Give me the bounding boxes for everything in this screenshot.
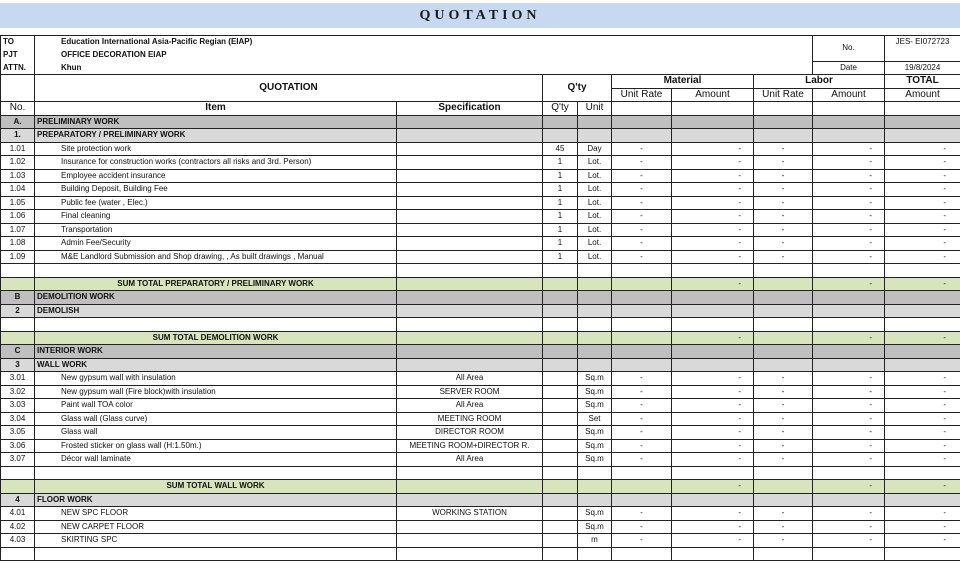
sum-total-label: SUM TOTAL PREPARATORY / PRELIMINARY WORK bbox=[35, 277, 397, 291]
item-unit: Lot. bbox=[578, 183, 612, 197]
item-number: 1.03 bbox=[1, 169, 35, 183]
material-amount: - bbox=[672, 142, 754, 156]
material-header: Material bbox=[612, 75, 754, 89]
sum-labor-amount: - bbox=[813, 277, 885, 291]
labor-unit-rate: - bbox=[754, 385, 813, 399]
labor-unit-rate: - bbox=[754, 210, 813, 224]
section-number: A. bbox=[1, 115, 35, 129]
to-row bbox=[1, 36, 960, 49]
section-row-preliminary bbox=[1, 115, 960, 129]
quotation-number: JES- EI072723 bbox=[885, 36, 960, 62]
sum-total-amount: - bbox=[885, 277, 960, 291]
item-quantity: 1 bbox=[543, 169, 578, 183]
labor-amount: - bbox=[813, 237, 885, 251]
section-title: DEMOLISH bbox=[35, 304, 397, 318]
table-row bbox=[1, 507, 960, 521]
column-header-row-1 bbox=[1, 75, 960, 89]
material-amount: - bbox=[672, 534, 754, 548]
table-row bbox=[1, 183, 960, 197]
labor-amount: - bbox=[813, 439, 885, 453]
item-number: 3.04 bbox=[1, 412, 35, 426]
material-unit-rate: - bbox=[612, 385, 672, 399]
item-description: Paint wall TOA color bbox=[35, 399, 397, 413]
item-number: 1.06 bbox=[1, 210, 35, 224]
item-number: 1.01 bbox=[1, 142, 35, 156]
labor-unit-rate: - bbox=[754, 237, 813, 251]
item-specification bbox=[397, 250, 543, 264]
table-row bbox=[1, 412, 960, 426]
specification-header: Specification bbox=[397, 102, 543, 116]
table-row bbox=[1, 520, 960, 534]
item-quantity: 1 bbox=[543, 210, 578, 224]
item-number: 1.04 bbox=[1, 183, 35, 197]
sum-material-amount: - bbox=[672, 480, 754, 494]
item-number: 3.07 bbox=[1, 453, 35, 467]
item-unit: Lot. bbox=[578, 169, 612, 183]
labor-unit-rate-header: Unit Rate bbox=[754, 88, 813, 102]
table-row bbox=[1, 372, 960, 386]
labor-unit-rate: - bbox=[754, 250, 813, 264]
section-number: 1. bbox=[1, 129, 35, 143]
labor-unit-rate: - bbox=[754, 156, 813, 170]
material-unit-rate: - bbox=[612, 223, 672, 237]
section-title: INTERIOR WORK bbox=[35, 345, 397, 359]
total-amount: - bbox=[885, 210, 960, 224]
material-unit-rate: - bbox=[612, 183, 672, 197]
pjt-label: PJT bbox=[1, 49, 35, 62]
item-specification: SERVER ROOM bbox=[397, 385, 543, 399]
sum-total-row bbox=[1, 277, 960, 291]
item-description: NEW CARPET FLOOR bbox=[35, 520, 397, 534]
item-description: New gypsum wall (Fire block)with insulation bbox=[35, 385, 397, 399]
item-specification bbox=[397, 183, 543, 197]
item-unit: Sq.m bbox=[578, 385, 612, 399]
total-amount: - bbox=[885, 385, 960, 399]
table-row bbox=[1, 534, 960, 548]
table-row bbox=[1, 426, 960, 440]
material-amount: - bbox=[672, 412, 754, 426]
item-quantity bbox=[543, 399, 578, 413]
labor-unit-rate: - bbox=[754, 520, 813, 534]
item-quantity bbox=[543, 534, 578, 548]
item-description: Glass wall (Glass curve) bbox=[35, 412, 397, 426]
subsection-row-demolish bbox=[1, 304, 960, 318]
sum-labor-amount: - bbox=[813, 331, 885, 345]
date-value: 19/8/2024 bbox=[885, 61, 960, 75]
labor-unit-rate: - bbox=[754, 507, 813, 521]
sum-total-row bbox=[1, 480, 960, 494]
total-header: TOTAL bbox=[885, 75, 960, 89]
item-unit: Set bbox=[578, 412, 612, 426]
sum-labor-amount: - bbox=[813, 480, 885, 494]
total-amount: - bbox=[885, 507, 960, 521]
material-unit-rate: - bbox=[612, 453, 672, 467]
item-specification: WORKING STATION bbox=[397, 507, 543, 521]
labor-unit-rate: - bbox=[754, 534, 813, 548]
labor-unit-rate: - bbox=[754, 196, 813, 210]
item-unit: Sq.m bbox=[578, 426, 612, 440]
section-title: PREPARATORY / PRELIMINARY WORK bbox=[35, 129, 397, 143]
item-quantity bbox=[543, 426, 578, 440]
material-amount: - bbox=[672, 385, 754, 399]
item-description: SKIRTING SPC bbox=[35, 534, 397, 548]
sum-total-row bbox=[1, 331, 960, 345]
item-quantity: 1 bbox=[543, 250, 578, 264]
total-amount: - bbox=[885, 399, 960, 413]
total-amount: - bbox=[885, 372, 960, 386]
attn-row bbox=[1, 61, 960, 75]
item-description: Décor wall laminate bbox=[35, 453, 397, 467]
total-amount: - bbox=[885, 183, 960, 197]
item-specification bbox=[397, 520, 543, 534]
attn-value: Khun bbox=[35, 61, 813, 75]
material-unit-rate: - bbox=[612, 534, 672, 548]
item-specification bbox=[397, 237, 543, 251]
item-unit: Sq.m bbox=[578, 399, 612, 413]
item-quantity: 1 bbox=[543, 196, 578, 210]
labor-amount: - bbox=[813, 210, 885, 224]
labor-amount: - bbox=[813, 142, 885, 156]
section-title: DEMOLITION WORK bbox=[35, 291, 397, 305]
item-unit: Lot. bbox=[578, 210, 612, 224]
labor-amount: - bbox=[813, 385, 885, 399]
to-value: Education International Asia-Pacific Regian (EIAP) bbox=[35, 36, 813, 49]
item-quantity: 1 bbox=[543, 156, 578, 170]
labor-unit-rate: - bbox=[754, 439, 813, 453]
material-amount: - bbox=[672, 399, 754, 413]
blank-row bbox=[1, 264, 960, 278]
sum-total-amount: - bbox=[885, 331, 960, 345]
sum-material-amount: - bbox=[672, 277, 754, 291]
labor-amount: - bbox=[813, 520, 885, 534]
pjt-value: OFFICE DECORATION EIAP bbox=[35, 49, 813, 62]
material-unit-rate: - bbox=[612, 142, 672, 156]
material-unit-rate: - bbox=[612, 372, 672, 386]
item-unit: Sq.m bbox=[578, 439, 612, 453]
section-row-demolition bbox=[1, 291, 960, 305]
item-unit: Lot. bbox=[578, 237, 612, 251]
total-amount: - bbox=[885, 237, 960, 251]
material-amount: - bbox=[672, 156, 754, 170]
item-description: NEW SPC FLOOR bbox=[35, 507, 397, 521]
labor-unit-rate: - bbox=[754, 223, 813, 237]
item-specification bbox=[397, 156, 543, 170]
section-number: C bbox=[1, 345, 35, 359]
section-row-interior bbox=[1, 345, 960, 359]
item-unit: Lot. bbox=[578, 250, 612, 264]
item-specification bbox=[397, 223, 543, 237]
section-number: 4 bbox=[1, 493, 35, 507]
item-description: Site protection work bbox=[35, 142, 397, 156]
material-unit-rate: - bbox=[612, 520, 672, 534]
total-amount: - bbox=[885, 223, 960, 237]
material-unit-rate: - bbox=[612, 156, 672, 170]
total-amount: - bbox=[885, 196, 960, 210]
item-description: Insurance for construction works (contractors all risks and 3rd. Person) bbox=[35, 156, 397, 170]
labor-amount: - bbox=[813, 534, 885, 548]
item-quantity: 1 bbox=[543, 183, 578, 197]
item-specification bbox=[397, 142, 543, 156]
material-amount: - bbox=[672, 183, 754, 197]
item-specification: All Area bbox=[397, 453, 543, 467]
material-unit-rate: - bbox=[612, 399, 672, 413]
item-number: 1.09 bbox=[1, 250, 35, 264]
item-number: 3.05 bbox=[1, 426, 35, 440]
total-amount: - bbox=[885, 453, 960, 467]
item-description: New gypsum wall with insulation bbox=[35, 372, 397, 386]
item-quantity bbox=[543, 439, 578, 453]
material-unit-rate: - bbox=[612, 210, 672, 224]
attn-label: ATTN. bbox=[1, 61, 35, 75]
subsection-row-wall-work bbox=[1, 358, 960, 372]
to-label: TO bbox=[1, 36, 35, 49]
total-amount: - bbox=[885, 439, 960, 453]
material-amount-header: Amount bbox=[672, 88, 754, 102]
item-specification: MEETING ROOM+DIRECTOR R. bbox=[397, 439, 543, 453]
material-amount: - bbox=[672, 372, 754, 386]
material-amount: - bbox=[672, 250, 754, 264]
labor-amount: - bbox=[813, 183, 885, 197]
labor-unit-rate: - bbox=[754, 183, 813, 197]
item-number: 3.02 bbox=[1, 385, 35, 399]
labor-amount: - bbox=[813, 399, 885, 413]
item-quantity bbox=[543, 372, 578, 386]
item-header: Item bbox=[35, 102, 397, 116]
item-quantity bbox=[543, 385, 578, 399]
item-specification: DIRECTOR ROOM bbox=[397, 426, 543, 440]
section-number: 2 bbox=[1, 304, 35, 318]
material-amount: - bbox=[672, 223, 754, 237]
item-description: Frosted sticker on glass wall (H:1.50m.) bbox=[35, 439, 397, 453]
table-row bbox=[1, 210, 960, 224]
sum-total-label: SUM TOTAL DEMOLITION WORK bbox=[35, 331, 397, 345]
item-specification: All Area bbox=[397, 372, 543, 386]
item-unit: Sq.m bbox=[578, 507, 612, 521]
material-unit-rate: - bbox=[612, 237, 672, 251]
table-row bbox=[1, 439, 960, 453]
item-unit: Lot. bbox=[578, 196, 612, 210]
table-row bbox=[1, 385, 960, 399]
item-number: 1.07 bbox=[1, 223, 35, 237]
item-unit: Sq.m bbox=[578, 372, 612, 386]
qty-header: Q'ty bbox=[543, 102, 578, 116]
item-description: Building Deposit, Building Fee bbox=[35, 183, 397, 197]
item-unit: Lot. bbox=[578, 156, 612, 170]
labor-amount: - bbox=[813, 223, 885, 237]
item-quantity: 45 bbox=[543, 142, 578, 156]
item-description: Employee accident insurance bbox=[35, 169, 397, 183]
no-header: No. bbox=[1, 102, 35, 116]
item-specification bbox=[397, 534, 543, 548]
material-amount: - bbox=[672, 196, 754, 210]
section-title: PRELIMINARY WORK bbox=[35, 115, 397, 129]
item-number: 1.02 bbox=[1, 156, 35, 170]
labor-amount: - bbox=[813, 156, 885, 170]
total-amount: - bbox=[885, 142, 960, 156]
item-unit: Sq.m bbox=[578, 520, 612, 534]
item-quantity bbox=[543, 520, 578, 534]
total-amount: - bbox=[885, 534, 960, 548]
item-quantity: 1 bbox=[543, 223, 578, 237]
section-title: FLOOR WORK bbox=[35, 493, 397, 507]
material-amount: - bbox=[672, 507, 754, 521]
material-amount: - bbox=[672, 426, 754, 440]
labor-header: Labor bbox=[754, 75, 885, 89]
labor-unit-rate: - bbox=[754, 426, 813, 440]
item-unit: m bbox=[578, 534, 612, 548]
material-amount: - bbox=[672, 210, 754, 224]
total-amount: - bbox=[885, 169, 960, 183]
item-unit: Lot. bbox=[578, 223, 612, 237]
table-row bbox=[1, 169, 960, 183]
material-unit-rate: - bbox=[612, 439, 672, 453]
labor-amount: - bbox=[813, 412, 885, 426]
labor-unit-rate: - bbox=[754, 169, 813, 183]
item-quantity bbox=[543, 453, 578, 467]
material-amount: - bbox=[672, 169, 754, 183]
section-title: WALL WORK bbox=[35, 358, 397, 372]
section-number: 3 bbox=[1, 358, 35, 372]
item-number: 3.06 bbox=[1, 439, 35, 453]
labor-unit-rate: - bbox=[754, 142, 813, 156]
item-description: Public fee (water , Elec.) bbox=[35, 196, 397, 210]
table-row bbox=[1, 196, 960, 210]
item-number: 4.03 bbox=[1, 534, 35, 548]
table-row bbox=[1, 223, 960, 237]
labor-amount: - bbox=[813, 453, 885, 467]
quotation-table bbox=[0, 35, 960, 561]
item-specification bbox=[397, 196, 543, 210]
table-row bbox=[1, 250, 960, 264]
date-label: Date bbox=[813, 61, 885, 75]
unit-header: Unit bbox=[578, 102, 612, 116]
item-number: 4.01 bbox=[1, 507, 35, 521]
total-amount: - bbox=[885, 520, 960, 534]
no-label: No. bbox=[813, 36, 885, 62]
material-amount: - bbox=[672, 237, 754, 251]
table-row bbox=[1, 237, 960, 251]
table-row bbox=[1, 156, 960, 170]
material-unit-rate: - bbox=[612, 412, 672, 426]
labor-unit-rate: - bbox=[754, 399, 813, 413]
material-unit-rate: - bbox=[612, 196, 672, 210]
item-description: Glass wall bbox=[35, 426, 397, 440]
subsection-row-floor-work bbox=[1, 493, 960, 507]
title-bar bbox=[0, 3, 960, 28]
table-row bbox=[1, 142, 960, 156]
material-unit-rate: - bbox=[612, 507, 672, 521]
item-specification: MEETING ROOM bbox=[397, 412, 543, 426]
table-row bbox=[1, 399, 960, 413]
item-number: 3.03 bbox=[1, 399, 35, 413]
total-amount-header: Amount bbox=[885, 88, 960, 102]
sum-total-amount: - bbox=[885, 480, 960, 494]
subsection-row-preparatory bbox=[1, 129, 960, 143]
item-quantity: 1 bbox=[543, 237, 578, 251]
item-number: 3.01 bbox=[1, 372, 35, 386]
material-unit-rate: - bbox=[612, 169, 672, 183]
labor-amount-header: Amount bbox=[813, 88, 885, 102]
labor-amount: - bbox=[813, 250, 885, 264]
sum-material-amount: - bbox=[672, 331, 754, 345]
labor-amount: - bbox=[813, 507, 885, 521]
item-quantity bbox=[543, 412, 578, 426]
labor-unit-rate: - bbox=[754, 412, 813, 426]
item-description: Transportation bbox=[35, 223, 397, 237]
total-amount: - bbox=[885, 250, 960, 264]
blank-row bbox=[1, 547, 960, 561]
item-specification: All Area bbox=[397, 399, 543, 413]
item-specification bbox=[397, 210, 543, 224]
item-description: Admin Fee/Security bbox=[35, 237, 397, 251]
item-number: 1.08 bbox=[1, 237, 35, 251]
quotation-header: QUOTATION bbox=[35, 75, 543, 102]
material-amount: - bbox=[672, 453, 754, 467]
material-unit-rate: - bbox=[612, 250, 672, 264]
blank-row bbox=[1, 318, 960, 332]
section-number: B bbox=[1, 291, 35, 305]
labor-amount: - bbox=[813, 426, 885, 440]
material-amount: - bbox=[672, 439, 754, 453]
labor-amount: - bbox=[813, 372, 885, 386]
table-row bbox=[1, 453, 960, 467]
labor-unit-rate: - bbox=[754, 453, 813, 467]
item-specification bbox=[397, 169, 543, 183]
sum-total-label: SUM TOTAL WALL WORK bbox=[35, 480, 397, 494]
material-unit-rate-header: Unit Rate bbox=[612, 88, 672, 102]
item-number: 1.05 bbox=[1, 196, 35, 210]
item-quantity bbox=[543, 507, 578, 521]
material-unit-rate: - bbox=[612, 426, 672, 440]
item-description: Final cleaning bbox=[35, 210, 397, 224]
item-unit: Sq.m bbox=[578, 453, 612, 467]
item-number: 4.02 bbox=[1, 520, 35, 534]
total-amount: - bbox=[885, 156, 960, 170]
blank-row bbox=[1, 466, 960, 480]
qty-group-header: Q'ty bbox=[543, 75, 612, 102]
material-amount: - bbox=[672, 520, 754, 534]
item-description: M&E Landlord Submission and Shop drawing, , As built drawings , Manual bbox=[35, 250, 397, 264]
labor-unit-rate: - bbox=[754, 372, 813, 386]
item-unit: Day bbox=[578, 142, 612, 156]
column-header-row-3 bbox=[1, 102, 960, 116]
labor-amount: - bbox=[813, 196, 885, 210]
total-amount: - bbox=[885, 426, 960, 440]
labor-amount: - bbox=[813, 169, 885, 183]
document-title: QUOTATION bbox=[419, 7, 541, 23]
total-amount: - bbox=[885, 412, 960, 426]
